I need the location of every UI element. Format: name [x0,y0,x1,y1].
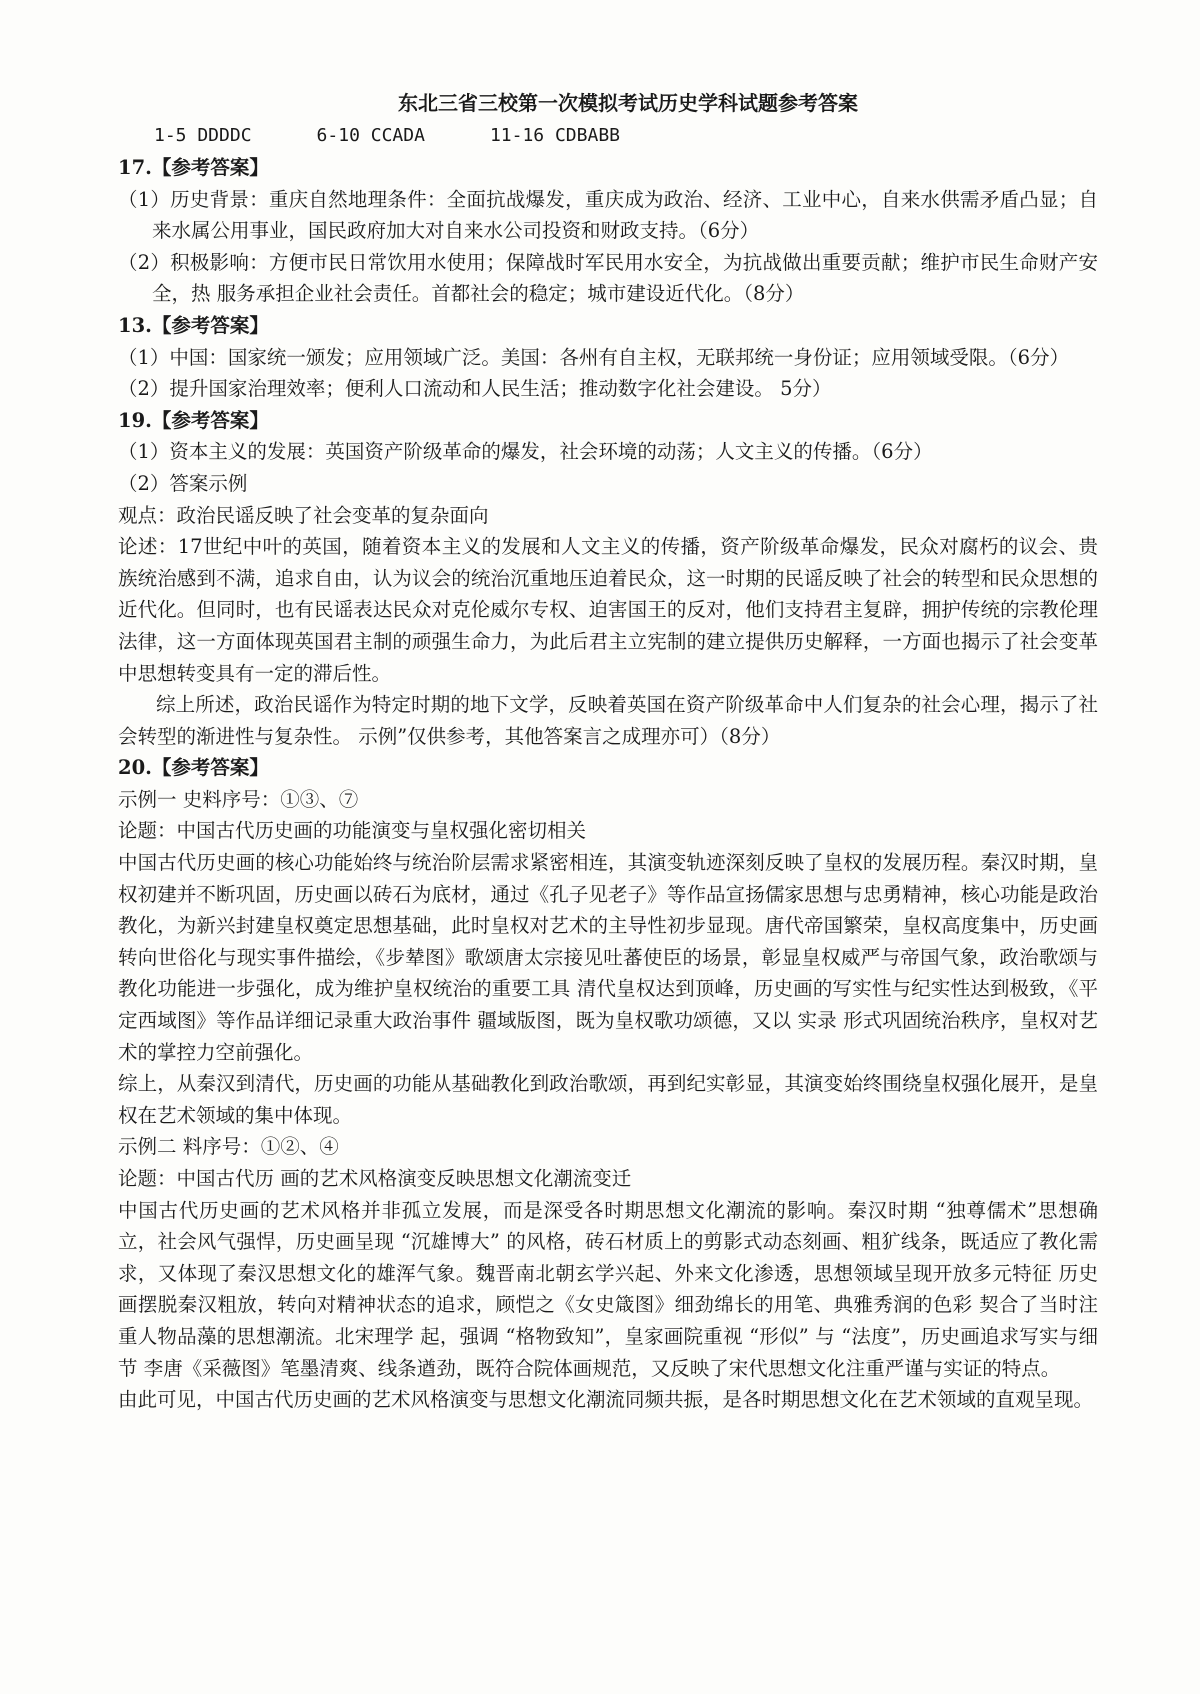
q20-example1-conclusion: 综上，从秦汉到清代，历史画的功能从基础教化到政治歌颂，再到纪实彰显，其演变始终围绕皇权强化展开，是皇权在艺术领域的集中体现。 [118,1072,1098,1127]
q20-example2-thesis: 论题：中国古代历 画的艺术风格演变反映思想文化潮流变迁 [118,1167,632,1190]
q17-heading: 17.【参考答案】 [118,156,269,179]
document-title: 东北三省三校第一次模拟考试历史学科试题参考答案 [398,91,858,115]
q19-part2: （2）答案示例 [118,471,248,495]
q19-conclusion: 综上所述，政治民谣作为特定时期的地下文学，反映着英国在资产阶级革命中人们复杂的社会心理，揭示了社会转型的渐进性与复杂性。 示例”仅供参考，其他答案言之成理亦可）（8分） [118,693,1098,748]
q19-part1: （1）资本主义的发展：英国资产阶级革命的爆发，社会环境的动荡；人文主义的传播。（6分） [118,440,933,464]
multiple-choice-answers: 1-5 DDDDC 6-10 CCADA 11-16 CDBABB [154,125,620,146]
q20-example2-body: 中国古代历史画的艺术风格并非孤立发展，而是深受各时期思想文化潮流的影响。秦汉时期 “独尊儒术”思想确立，社会风气强悍，历史画呈现 “沉雄博大” 的风格，砖石材质上的剪影式动态刻画、粗犷线条，既适应了教化需求，又体现了秦汉思想文化的雄浑气象。魏晋南北朝玄学兴起、外来文化渗透，思想领域呈现开放多元特征 历史画摆脱秦汉粗放，转向对精神状态的追求，顾恺之《女史箴图》细劲绵长的用笔、典雅秀润的色彩 契合了当时注重人物品藻的思想潮流。北宋理学 起，强调 “格物致知”，皇家画院重视 “形似” 与 “法度”，历史画追求写实与细节 李唐《采薇图》笔墨清爽、线条遒劲，既符合院体画规范，又反映了宋代思想文化注重严谨与实证的特点。 [118,1198,1098,1380]
document-body [118,86,1098,1416]
q17-part1: （1）历史背景：重庆自然地理条件：全面抗战爆发，重庆成为政治、经济、工业中心，自来水供需矛盾凸显；自来水属公用事业，国民政府加大对自来水公司投资和财政支持。（6分） [118,187,1098,243]
q20-example1-body: 中国古代历史画的核心功能始终与统治阶层需求紧密相连，其演变轨迹深刻反映了皇权的发展历程。秦汉时期，皇权初建并不断巩固，历史画以砖石为底材，通过《孔子见老子》等作品宣扬儒家思想与忠勇精神，核心功能是政治教化，为新兴封建皇权奠定思想基础，此时皇权对艺术的主导性初步显现。唐代帝国繁荣，皇权高度集中，历史画转向世俗化与现实事件描绘，《步辇图》歌颂唐太宗接见吐蕃使臣的场景，彰显皇权威严与帝国气象，政治歌颂与教化功能进一步强化，成为维护皇权统治的重要工具 清代皇权达到顶峰，历史画的写实性与纪实性达到极致，《平定西域图》等作品详细记录重大政治事件 疆域版图，既为皇权歌功颂德，又以 实录 形式巩固统治秩序，皇权对艺术的掌控力空前强化。 [118,851,1098,1064]
q18-heading: 13.【参考答案】 [118,313,269,337]
q19-viewpoint: 观点：政治民谣反映了社会变革的复杂面向 [118,503,489,527]
q20-heading: 20.【参考答案】 [118,756,269,780]
q17-part2: （2）积极影响：方便市民日常饮用水使用；保障战时军民用水安全，为抗战做出重要贡献；维护市民生命财产安全，热 服务承担企业社会责任。首都社会的稳定；城市建设近代化。（8分） [118,250,1098,306]
q18-part2: （2）提升国家治理效率；便利人口流动和人民生活；推动数字化社会建设。 5分） [118,377,832,401]
q19-heading: 19.【参考答案】 [118,408,269,432]
q20-example2-conclusion: 由此可见，中国古代历史画的艺术风格演变与思想文化潮流同频共振，是各时期思想文化在艺术领域的直观呈现。 [118,1388,1094,1412]
q19-argument: 论述：17世纪中叶的英国，随着资本主义的发展和人文主义的传播，资产阶级革命爆发，民众对腐朽的议会、贵族统治感到不满，追求自由，认为议会的统治沉重地压迫着民众，这一时期的民谣反映了社会的转型和民众思想的近代化。但同时，也有民谣表达民众对克伦威尔专权、迫害国王的反对，他们支持君主复辟，拥护传统的宗教伦理法律，这一方面体现英国君主制的顽强生命力，为此后君主立宪制的建立提供历史解释，一方面也揭示了社会变革中思想转变具有一定的滞后性。 [118,535,1098,685]
q20-example1-thesis: 论题：中国古代历史画的功能演变与皇权强化密切相关 [118,819,587,843]
q20-example2-label: 示例二 料序号：①②、④ [118,1135,339,1159]
q20-example1-label: 示例一 史料序号：①③、⑦ [118,787,359,811]
q18-part1: （1）中国：国家统一颁发；应用领域广泛。美国：各州有自主权，无联邦统一身份证；应用领域受限。（6分） [118,345,1070,369]
